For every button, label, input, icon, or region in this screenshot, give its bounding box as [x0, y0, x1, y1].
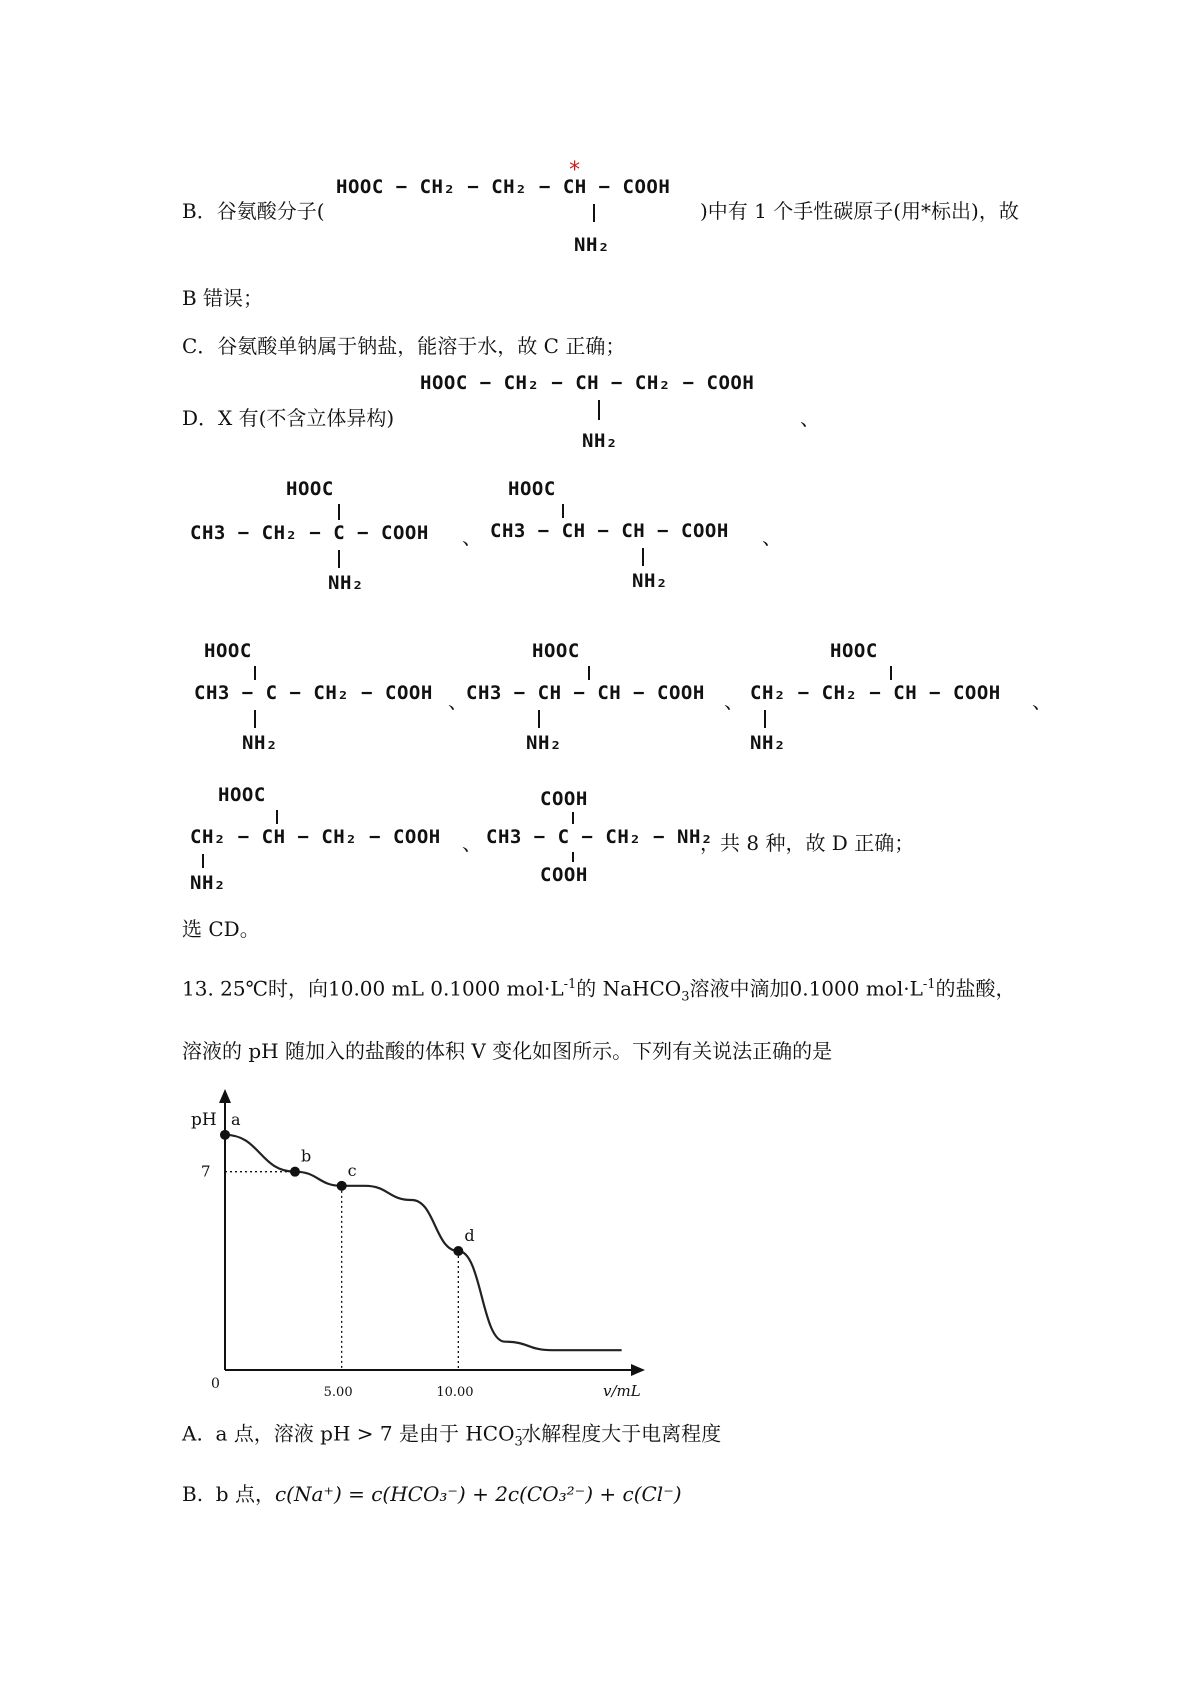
- glutamic-acid-structure: [336, 158, 696, 260]
- separator: 、: [462, 831, 482, 855]
- option-d-conclusion: ，共 8 种，故 D 正确；: [700, 831, 915, 855]
- isomer-sub: NH₂: [242, 732, 278, 754]
- point-label-a: a: [231, 1109, 241, 1129]
- isomer-7: [190, 784, 470, 894]
- point-label-b: b: [301, 1146, 312, 1166]
- isomer-top: HOOC: [508, 478, 556, 500]
- bond-line: [572, 812, 574, 824]
- isomer-2: [190, 478, 470, 603]
- separator: 、: [1032, 689, 1052, 713]
- option-b-text: B．谷氨酸分子(: [182, 199, 325, 223]
- bond-line: [276, 810, 278, 824]
- structure-main-chain: HOOC − CH₂ − CH₂ − CH − COOH: [336, 176, 671, 198]
- bond-line: [572, 852, 574, 862]
- titration-curve: [225, 1135, 622, 1350]
- answer-text: 选 CD。: [182, 917, 260, 941]
- point-b: [290, 1167, 300, 1177]
- equation: c(Na⁺) = c(HCO₃⁻) + 2c(CO₃²⁻) + c(Cl⁻): [274, 1482, 682, 1506]
- bond-line: [254, 666, 256, 680]
- isomer-main: CH3 − CH − CH − COOH: [490, 520, 729, 542]
- x-tick-label: 5.00: [323, 1385, 353, 1400]
- point-label-d: d: [464, 1226, 475, 1245]
- isomer-3: [490, 478, 770, 603]
- bond-line: [254, 710, 256, 728]
- isomer-sub: NH₂: [582, 430, 618, 452]
- y-axis-arrow: [219, 1089, 231, 1103]
- isomer-1: [420, 368, 780, 458]
- isomer-main: CH₂ − CH − CH₂ − COOH: [190, 826, 441, 848]
- bond-line: [562, 504, 564, 518]
- chiral-star-mark: *: [568, 158, 582, 183]
- bond-line: [598, 400, 600, 420]
- isomer-top: COOH: [540, 788, 588, 810]
- bond-line: [202, 854, 204, 868]
- y-axis-label: pH: [191, 1110, 217, 1130]
- y-tick-label: 7: [201, 1162, 211, 1181]
- isomer-top: HOOC: [218, 784, 266, 806]
- isomer-main: CH3 − CH₂ − C − COOH: [190, 522, 429, 544]
- isomer-bottom: COOH: [540, 864, 588, 886]
- isomer-top: HOOC: [204, 640, 252, 662]
- titration-chart: [180, 1085, 720, 1405]
- x-axis-label: v/mL: [603, 1382, 641, 1400]
- separator: 、: [724, 689, 744, 713]
- x-axis-arrow: [631, 1364, 645, 1376]
- isomer-top: HOOC: [532, 640, 580, 662]
- isomer-8: [486, 788, 716, 898]
- separator: 、: [800, 406, 820, 430]
- isomer-main: CH3 − CH − CH − COOH: [466, 682, 705, 704]
- x-tick-label: 10.00: [436, 1385, 474, 1400]
- q13-option-a: A. a 点，溶液 pH > 7 是由于 $HCO_3^-$水解程度大于电离程度: [182, 1421, 722, 1450]
- bond-line: [890, 666, 892, 680]
- point-d: [453, 1246, 463, 1256]
- q13-line1: 13. 25℃时，向10.00 mL 0.1000 $mol\cdot L^{-1}$的 NaHCO$_3$溶液中滴加0.1000 $mol\cdot L^{-1}$的盐酸，: [182, 976, 1016, 1005]
- separator: 、: [448, 689, 468, 713]
- isomer-sub: NH₂: [328, 572, 364, 594]
- isomer-main: CH3 − C − CH₂ − NH₂: [486, 826, 713, 848]
- option-b-text-cont: )中有 1 个手性碳原子(用*标出)，故: [700, 199, 1019, 223]
- separator: 、: [462, 525, 482, 549]
- isomer-top: HOOC: [286, 478, 334, 500]
- bond-line: [593, 204, 595, 222]
- structure-nh2: NH₂: [574, 234, 610, 256]
- isomer-main: HOOC − CH₂ − CH − CH₂ − COOH: [420, 372, 755, 394]
- origin-label: 0: [211, 1376, 220, 1392]
- bond-line: [588, 666, 590, 680]
- isomer-5: [466, 640, 726, 765]
- bond-line: [764, 710, 766, 728]
- bond-line: [338, 550, 340, 568]
- isomer-sub: NH₂: [526, 732, 562, 754]
- isomer-main: CH3 − C − CH₂ − COOH: [194, 682, 433, 704]
- bond-line: [338, 504, 340, 520]
- q13-option-b: B. b 点，c(Na⁺) = c(HCO₃⁻) + 2c(CO₃²⁻) + c(Cl⁻): [182, 1482, 682, 1506]
- isomer-sub: NH₂: [190, 872, 226, 894]
- isomer-top: HOOC: [830, 640, 878, 662]
- q13-line2: 溶液的 pH 随加入的盐酸的体积 V 变化如图所示。下列有关说法正确的是: [182, 1039, 833, 1063]
- option-c-text: C．谷氨酸单钠属于钠盐，能溶于水，故 C 正确；: [182, 334, 626, 358]
- isomer-main: CH₂ − CH₂ − CH − COOH: [750, 682, 1001, 704]
- point-label-c: c: [347, 1160, 357, 1180]
- option-d-text: D．X 有(不含立体异构): [182, 406, 395, 430]
- option-b-conclusion: B 错误；: [182, 286, 264, 310]
- separator: 、: [762, 525, 782, 549]
- isomer-4: [194, 640, 454, 765]
- point-a: [220, 1130, 230, 1140]
- isomer-6: [750, 640, 1040, 765]
- isomer-sub: NH₂: [750, 732, 786, 754]
- bond-line: [538, 710, 540, 728]
- isomer-sub: NH₂: [632, 570, 668, 592]
- bond-line: [642, 548, 644, 566]
- point-c: [337, 1181, 347, 1191]
